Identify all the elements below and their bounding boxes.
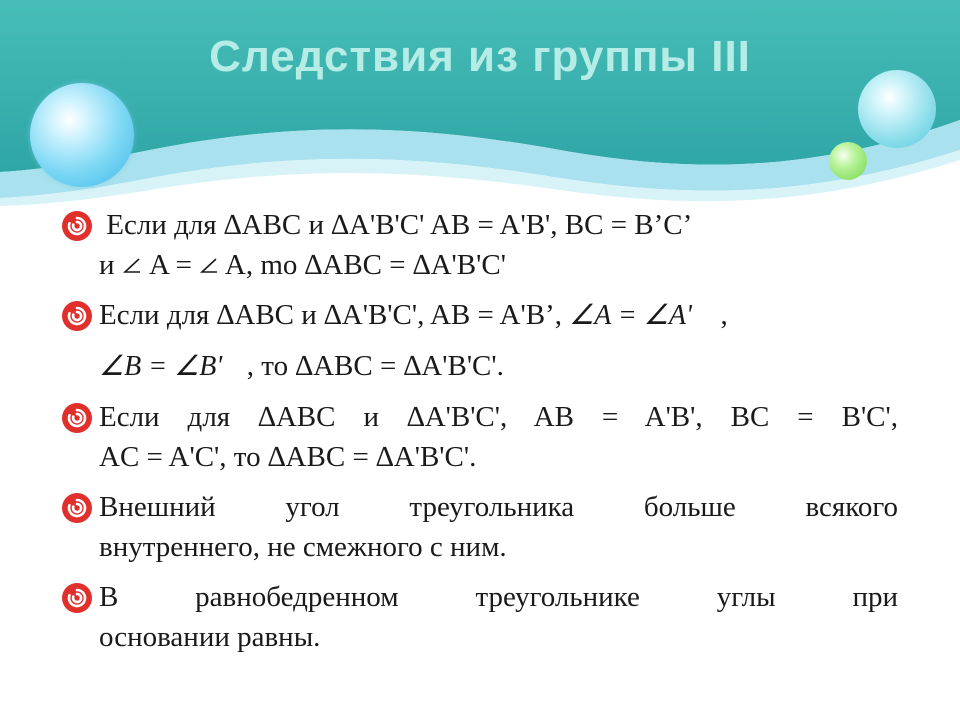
- swirl-bullet-icon: [60, 299, 94, 333]
- item-text: AC = A'C', то ∆ABC = ∆A'B'C'.: [99, 441, 477, 473]
- item-text: A, mo ∆ABC = ∆A'B'C': [224, 249, 506, 281]
- item-text: Если для ∆ABC и ∆A'B'C', AB = A'B’,: [99, 299, 562, 331]
- item-text: В равнобедренном треугольнике углы при: [99, 581, 898, 613]
- angle-icon: [199, 257, 219, 275]
- slide-title: Следствия из группы III: [209, 32, 751, 81]
- item-text: , то ∆ABC = ∆A'B'C'.: [246, 350, 504, 382]
- list-item: [60, 397, 898, 477]
- swirl-bullet-icon: [60, 491, 94, 525]
- angle-icon: [122, 257, 142, 275]
- item-text: Если для ∆ABC и ∆A'B'C' AB = A'B', BC = B’C’: [106, 209, 693, 241]
- item-text: Внешний угол треугольника больше всякого: [99, 491, 898, 523]
- list-item: [60, 577, 898, 657]
- list-item: [60, 295, 898, 387]
- item-text: внутреннего, не смежного с ним.: [99, 531, 507, 563]
- item-text: Если для ∆ABC и ∆A'B'C', AB = A'B', BC = B'C',: [99, 401, 898, 433]
- swirl-bullet-icon: [60, 401, 94, 435]
- decorative-bubble-left: [30, 83, 134, 187]
- swirl-bullet-icon: [60, 581, 94, 615]
- decorative-bubble-green: [829, 142, 867, 180]
- list-item: [60, 487, 898, 567]
- item-text: основании равны.: [99, 621, 321, 653]
- item-text: A =: [149, 249, 192, 281]
- list-item: [60, 205, 898, 285]
- angle-formula: ∠B = ∠B': [99, 351, 223, 382]
- slide-content: [60, 205, 898, 667]
- swirl-bullet-icon: [60, 209, 94, 243]
- item-text: ,: [720, 299, 728, 331]
- item-text: и: [99, 249, 122, 281]
- angle-formula: ∠A = ∠A': [569, 300, 692, 331]
